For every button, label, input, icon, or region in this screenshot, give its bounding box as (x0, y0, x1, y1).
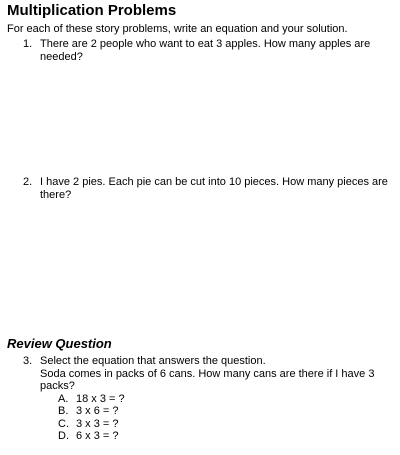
problem-2-number: 2. (23, 176, 33, 188)
answer-option-a (58, 393, 395, 406)
page-title: Multiplication Problems (7, 2, 177, 19)
answer-option-text: 3 x 3 = ? (76, 417, 119, 430)
answer-option-letter: A. (58, 392, 69, 405)
review-question-number: 3. (23, 355, 33, 367)
answer-option-c (58, 418, 395, 431)
problem-2 (23, 176, 395, 201)
problem-1-number: 1. (23, 38, 33, 50)
answer-option-b (58, 405, 395, 418)
problem-1-text: There are 2 people who want to eat 3 apples. How many apples are needed? (40, 38, 371, 63)
instructions: For each of these story problems, write an equation and your solution. (7, 23, 348, 35)
problem-2-text: I have 2 pies. Each pie can be cut into 10 pieces. How many pieces are there? (40, 176, 388, 201)
answer-option-letter: D. (58, 430, 69, 442)
answer-option-letter: B. (58, 405, 69, 417)
answer-option-text: 18 x 3 = ? (76, 392, 125, 405)
answer-option-letter: C. (58, 417, 69, 430)
review-question-text: Soda comes in packs of 6 cans. How many cans are there if I have 3 packs? (40, 367, 375, 392)
review-question-prompt: Select the equation that answers the question. (40, 355, 266, 367)
review-question (23, 355, 395, 443)
review-heading: Review Question (7, 336, 112, 351)
answer-option-d (58, 430, 395, 443)
answer-options (40, 393, 395, 443)
review-question-body (40, 355, 395, 443)
problem-1 (23, 38, 395, 63)
answer-option-text: 6 x 3 = ? (76, 430, 119, 442)
answer-option-text: 3 x 6 = ? (76, 405, 119, 417)
